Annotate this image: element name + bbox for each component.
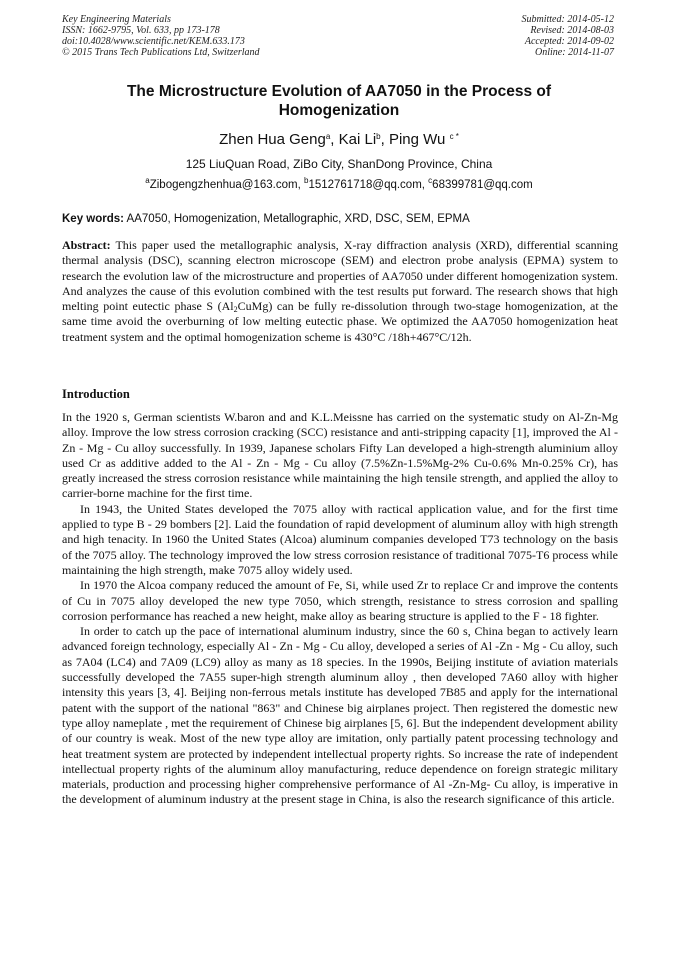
publication-dates: [522, 14, 615, 58]
paragraph: In the 1920 s, German scientists W.baron and and K.L.Meissne has carried on the systematic study on Al-Zn-Mg alloy. Improve the low stress corrosion cracking (SCC) resistance and anti-stripping capacity [1], improved the Al - Zn - Mg - Cu alloy successfully. In 1939, Japanese scholars Fifty Lan developed a high-strength aluminium alloy used Cr as additive added to the Al - Zn - Mg - Cu alloy (7.5%Zn-1.5%Mg-2% Cu-0.6% Mn-0.25% Cr), has greatly increased the stress corrosion resistance while maintaining the high tensile strength, and applied the alloy to carrier-borne machine for the first time.: [62, 410, 618, 501]
email-mark: a: [145, 176, 150, 185]
author-separator: ,: [380, 131, 389, 148]
introduction-body: [62, 410, 618, 808]
paragraph: In order to catch up the pace of international aluminum industry, since the 60 s, China began to actively learn advanced foreign technology, especially Al - Zn - Mg - Cu alloy, developed a series of Al -Zn - Mg - Cu alloy, such as 7A04 (LC4) and 7A09 (LC9) alloy as many as 18 species. In the 1990s, Beijing institute of aviation materials successfully developed the 7A55 super-high strength aluminum alloy , then developed 7A60 alloy with higher intensity this years [3, 4]. Beijing non-ferrous metals institute has developed 7B85 and apply for the international patent with the support of the national "863" and Chinese big airplanes project. Then registered the domestic new type alloy nameplate , met the requirement of Chinese big airplanes [5, 6]. But the independent development ability of our country is weak. Most of the new type alloy are imitation, only partially patent processing technology and heat treatment system are protected by independent intellectual property rights. So increase the rate of independent intellectual property rights of the aluminum alloy manufacturing, reduce dependence on foreign strategic military materials, production and processing higher comprehensive performance of Al -Zn-Mg- Cu alloy, is imperative in the development of aluminum industry at the present stage in China, is also the research significance of this article.: [62, 624, 618, 807]
author-separator: ,: [330, 131, 339, 148]
author-name: Ping Wu: [388, 131, 446, 148]
abstract-text: This paper used the metallographic analysis, X-ray diffraction analysis (XRD), differential scanning thermal analysis (DSC), scanning electron microscope (SEM) and electron probe analysis (EPMA) system to research the evolution law of the microstructure and properties of AA7050 under different homogenization system. And analyzes the cause of this evolution combined with the test results put forward. The research shows that high melting point eutectic phase S (Al: [62, 238, 618, 314]
issn-line: ISSN: 1662-9795, Vol. 633, pp 173-178: [62, 25, 220, 36]
section-heading: Introduction: [62, 387, 130, 401]
author-name: Kai Li: [338, 131, 377, 148]
email-mark: c: [428, 176, 433, 185]
author-emails: [0, 178, 678, 193]
paragraph: In 1970 the Alcoa company reduced the amount of Fe, Si, while used Zr to replace Cr and improve the contents of Cu in 7075 alloy developed the new type 7050, which strength, resistance to stress corrosion and spalling corrosion performance has reached a new height, make alloy as bearing structure is applied to the F - 18 fighter.: [62, 578, 618, 623]
paragraph: In 1943, the United States developed the 7075 alloy with ractical application value, and for the first time applied to type B - 29 bombers [2]. Laid the foundation of rapid development of aluminum alloy with high strength and high tenacity. In 1960 the United States (Alcoa) aluminum companies developed T73 technology on the basis of the 7075 alloy. The technology improved the low stress corrosion resistance of traditional 7075-T6 process while maintaining the high strength, make 7075 alloy widely used.: [62, 501, 618, 577]
affiliation-address: 125 LiuQuan Road, ZiBo City, ShanDong Province, China: [185, 157, 493, 171]
doi-line: doi:10.4028/www.scientific.net/KEM.633.173: [62, 36, 245, 47]
abstract-label: Abstract:: [62, 238, 111, 252]
author-name: Zhen Hua Geng: [219, 131, 326, 148]
subscript: 2: [233, 305, 238, 315]
affiliation-mark: b: [376, 132, 381, 141]
keywords: [62, 212, 618, 227]
email-mark: b: [303, 176, 309, 185]
affiliation-mark: c *: [449, 132, 459, 141]
journal-info: [62, 14, 260, 58]
keywords-text: AA7050, Homogenization, Metallographic, XRD, DSC, SEM, EPMA: [124, 213, 470, 225]
author-list: [0, 130, 678, 150]
abstract-text: CuMg) can be fully re-dissolution through two-stage homogenization, at the same time avoid the overburning of low melting eutectic phase. We optimized the AA7050 homogenization heat treatment system and the optimal homogenization scheme is 430°C /18h+467°C/12h.: [62, 299, 618, 344]
keywords-label: Key words:: [62, 213, 124, 225]
accepted-date: Accepted: 2014-09-02: [524, 36, 614, 47]
journal-name: Key Engineering Materials: [62, 14, 171, 25]
paper-title: The Microstructure Evolution of AA7050 in the Process of Homogenization: [126, 83, 552, 119]
copyright-line: © 2015 Trans Tech Publications Ltd, Switzerland: [62, 47, 260, 58]
submitted-date: Submitted: 2014-05-12: [521, 14, 614, 25]
email-address: 1512761718@qq.com,: [308, 179, 429, 191]
revised-date: Revised: 2014-08-03: [530, 25, 614, 36]
email-address: Zibogengzhenhua@163.com,: [149, 179, 304, 191]
abstract: [62, 238, 618, 345]
online-date: Online: 2014-11-07: [535, 47, 614, 58]
affiliation-mark: a: [325, 132, 331, 141]
email-address: 68399781@qq.com: [432, 179, 533, 191]
